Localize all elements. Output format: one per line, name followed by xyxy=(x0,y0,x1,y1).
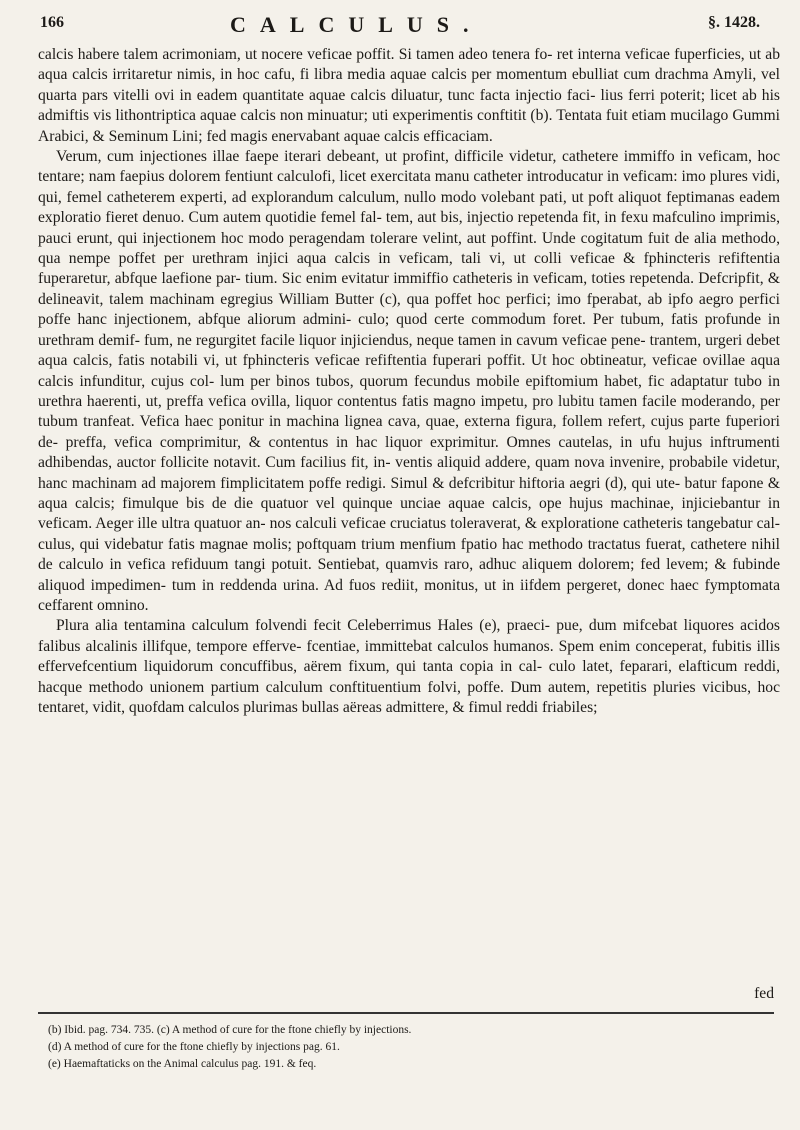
section-number: §. 1428. xyxy=(708,14,760,31)
paragraph-2: Verum, cum injectiones illae faepe iterari debeant, ut profint, difficile videtur, cathetere immiffo in veficam, hoc tentare; nam faepius dolorem fentiunt calculofi, licet exercitata manu catheter introducatur in veficam: imo plures vidi, qui, femel catheterem experti, ad explorandum calculum, nullo modo volebant pati, ut poft aliquot feptimanas eadem exploratio fieret denuo. Cum autem quotidie femel fal- tem, aut bis, injectio repetenda fit, in fexu mafculino imprimis, pauci erunt, qui injectionem hoc modo peragendam tolerare velint, aut poffint. Unde cogitatum fuit de alia methodo, qua nempe poffet per urethram injici aqua calcis in veficam, tali vi, ut colli veficae & fphincteris refiftentia fuperaretur, abfque laefione par- tium. Sic enim evitatur immiffio catheteris in veficam, toties repetenda. Defcripfit, & delineavit, talem machinam egregius William Butter (c), qua poffet hoc perfici; imo fperabat, ab ipfo aegro perfici poffe hanc injectionem, abfque aliorum admini- culo; quod certe commodum foret. Per tubum, fatis profunde in urethram demif- fum, ne regurgitet facile liquor injiciendus, neque tamen in cavum veficae pene- trantem, urgeri debet aqua calcis, fatis notabili vi, ut fphincteris veficae refiftentia fuperari poffit. Ut hoc obtineatur, veficae ovillae aqua calcis infunditur, cujus col- lum per binos tubos, quorum fecundus mobile epiftomium habet, fic adaptatur tubo in urethra haerenti, ut, preffa vefica ovilla, liquor contentus fatis magno impetu, pro lubitu tamen facile moderando, per tubum tranfeat. Vefica haec ponitur in machina lignea cava, quae, externa figura, follem refert, cujus parte fuperiori de- preffa, vefica comprimitur, & contentus in hac liquor exprimitur. Omnes cautelas, in ufu hujus inftrumenti adhibendas, auctor follicite notavit. Cum facilius fit, in- ventis aliquid addere, quam nova invenire, probabile videtur, hanc machinam ad majorem fimplicitatem poffe redigi. Simul & defcribitur hiftoria aegri (d), qui ute- batur fapone & aqua calcis; fimulque bis de die quatuor vel quinque unciae aquae calcis, ope hujus machinae, injiciebantur in veficam. Aeger ille ultra quatuor an- nos calculi veficae cruciatus toleraverat, & exploratione catheteris tangebatur cal- culus, qui videbatur fatis magnae molis; poftquam trium menfium fpatio hac methodo tractatus fuerat, cathetere nihil de calculo in vefica refiduum tangi potuit. Sentiebat, quamvis raro, adhuc aliquem dolorem; fed levem; & fubinde aliquod impedimen- tum in reddenda urina. Ad fuos rediit, monitus, ut in iifdem pergeret, donec haec fymptomata ceffarent omnino. xyxy=(38,148,780,614)
running-title: CALCULUS. xyxy=(230,12,483,37)
page-header xyxy=(40,14,760,40)
page-number: 166 xyxy=(40,14,64,31)
footnote-line: (d) A method of cure for the ftone chiefly by injections pag. 61. xyxy=(48,1041,340,1053)
main-text xyxy=(38,45,780,718)
paragraph-1: calcis habere talem acrimoniam, ut nocere veficae poffit. Si tamen adeo tenera fo- ret interna veficae fuperficies, ut ab aqua calcis irritaretur nimis, in hoc cafu, fi libra media aquae calcis per momentum ebulliat cum drachma Amyli, vel quarta pars vitelli ovi in eadem quantitate aquae calcis diluatur, tunc facta injectio faci- lius ferri poterit; licet ab his admiftis vis lithontriptica aquae calcis non minuatur; uti experimentis conftitit (b). Tentata fuit etiam mucilago Gummi Arabici, & Seminum Lini; fed magis enervabant aquae calcis efficaciam. xyxy=(38,46,780,145)
catchword: fed xyxy=(754,985,774,1002)
footnote-line: (e) Haemaftaticks on the Animal calculus pag. 191. & feq. xyxy=(48,1058,317,1070)
footnote-divider xyxy=(38,1012,774,1014)
paragraph-3: Plura alia tentamina calculum folvendi fecit Celeberrimus Hales (e), praeci- pue, dum mifcebat liquores acidos falibus alcalinis illifque, tempore efferve- fcentiae, immittebat calculos humanos. Spem enim conceperat, fubitis illis effervefcentium liquidorum concuffibus, aërem fixum, qui tanta copia in cal- culo latet, feparari, elafticum reddi, hacque methodo unionem partium calculum conftituentium folvi, poffe. Dum autem, repetitis pluries vicibus, hoc tentaret, vidit, quofdam calculos plurimas bullas aëreas admittere, & fimul reddi friabiles; xyxy=(38,617,780,716)
footnotes xyxy=(48,1022,774,1073)
footnote-line: (b) Ibid. pag. 734. 735. (c) A method of cure for the ftone chiefly by injections. xyxy=(48,1024,412,1036)
